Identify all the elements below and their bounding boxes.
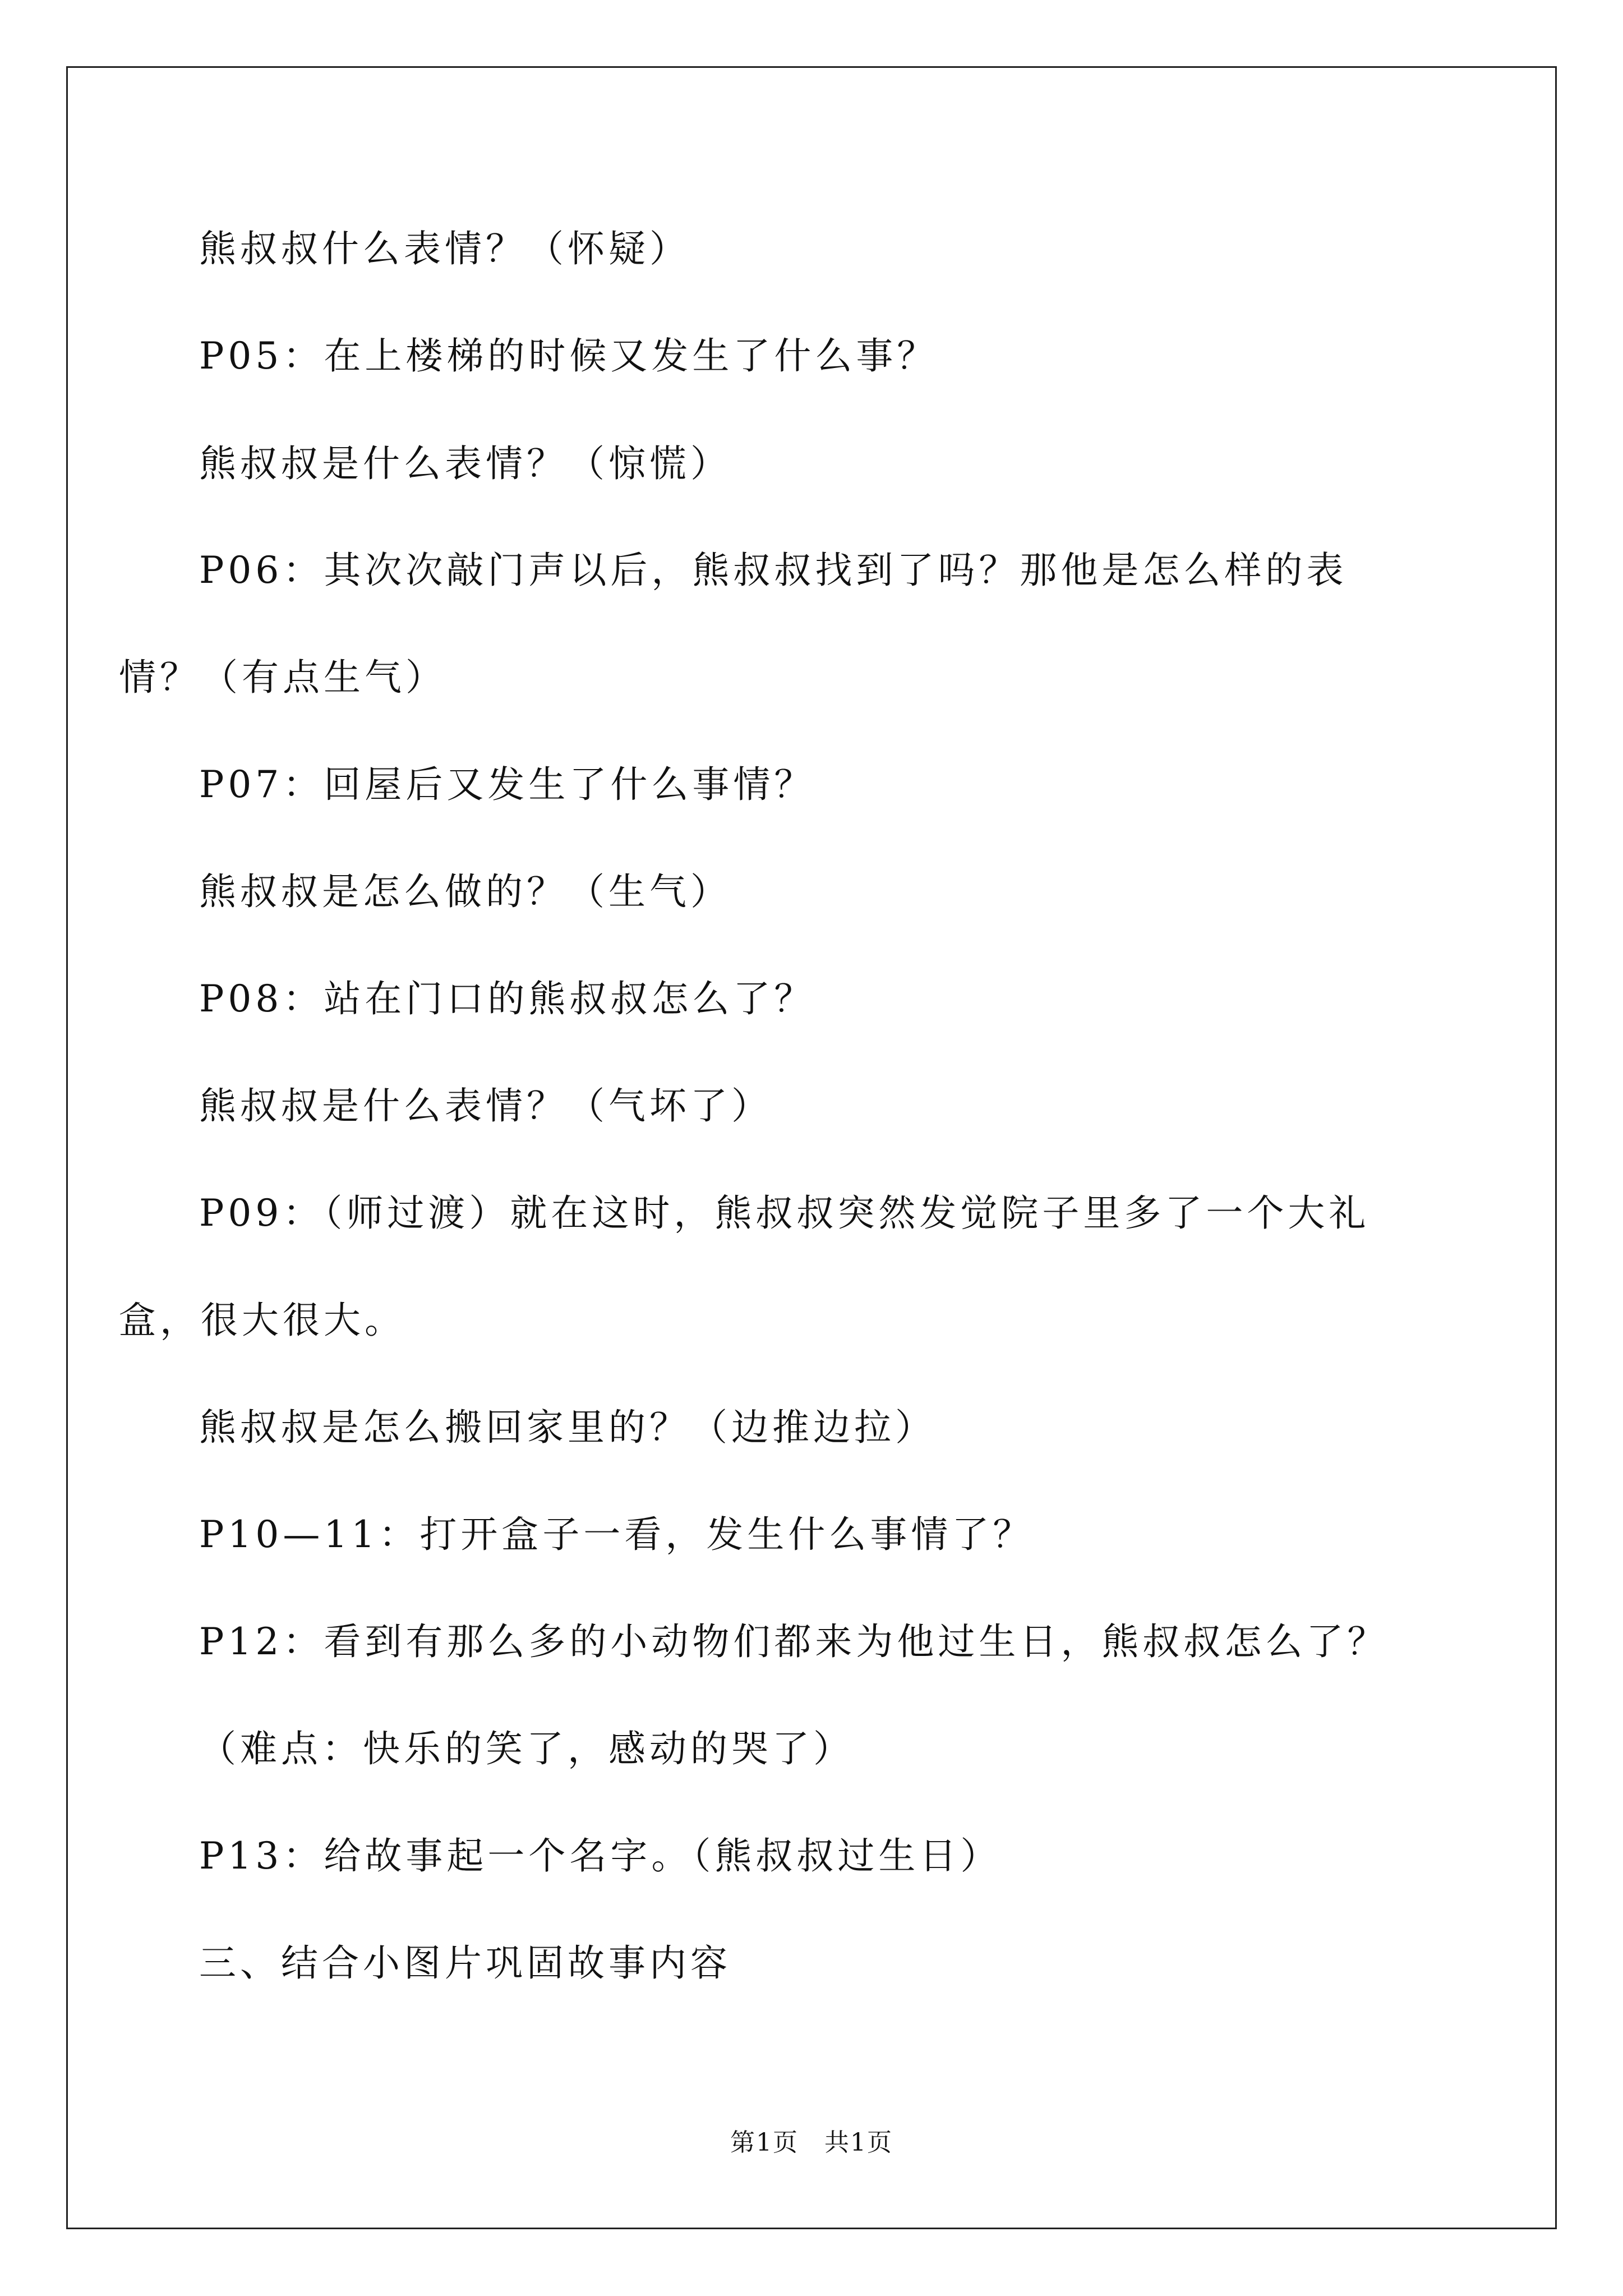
paragraph-line: P09：（师过渡）就在这时，熊叔叔突然发觉院子里多了一个大礼	[199, 1191, 1370, 1235]
paragraph-line: 熊叔叔是怎么做的？（生气）	[199, 870, 731, 913]
paragraph-line: P08：站在门口的熊叔叔怎么了？	[199, 977, 815, 1020]
paragraph-line: P10—11：打开盒子一看，发生什么事情了？	[199, 1513, 1034, 1556]
paragraph-line: P05：在上楼梯的时候又发生了什么事？	[199, 334, 938, 378]
page-border	[66, 66, 1557, 2229]
paragraph-line: P07：回屋后又发生了什么事情？	[199, 763, 815, 806]
paragraph-line: 熊叔叔是怎么搬回家里的？（边推边拉）	[199, 1406, 936, 1449]
paragraph-line: P12：看到有那么多的小动物们都来为他过生日，熊叔叔怎么了？	[199, 1620, 1389, 1663]
paragraph-line: 盒，很大很大。	[119, 1299, 405, 1342]
page-number-footer: 第1页 共1页	[730, 2128, 893, 2157]
paragraph-line: P13：给故事起一个名字。（熊叔叔过生日）	[199, 1834, 1002, 1878]
paragraph-line: 熊叔叔是什么表情？（气坏了）	[199, 1084, 772, 1128]
paragraph-line: 熊叔叔是什么表情？（惊慌）	[199, 442, 731, 485]
paragraph-line: 三、结合小图片巩固故事内容	[199, 1941, 731, 1985]
paragraph-line: （难点：快乐的笑了，感动的哭了）	[199, 1727, 854, 1770]
paragraph-line: 情？（有点生气）	[119, 656, 446, 699]
paragraph-line: 熊叔叔什么表情？（怀疑）	[199, 227, 690, 270]
paragraph-line: P06：其次次敲门声以后，熊叔叔找到了吗？那他是怎么样的表	[199, 549, 1348, 592]
